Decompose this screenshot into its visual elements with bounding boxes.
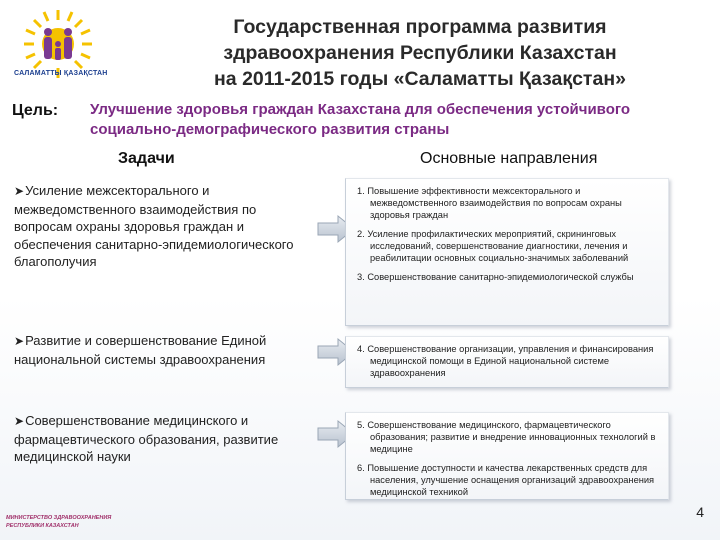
arrow-bullet-icon: ➤ bbox=[14, 334, 25, 348]
direction-item-3: 3. Совершенствование санитарно-эпидемиологической службы bbox=[357, 272, 634, 282]
direction-item-1: 1. Повышение эффективности межсекторального и межведомственного взаимодействия по вопросам охраны здоровья граждан bbox=[357, 186, 622, 220]
goal-label: Цель: bbox=[12, 102, 59, 119]
title-line-1: Государственная программа развития bbox=[233, 16, 607, 38]
tasks-header: Задачи bbox=[118, 150, 175, 167]
footer-line-2: РЕСПУБЛИКИ КАЗАХСТАН bbox=[6, 523, 79, 529]
footer-line-1: МИНИСТЕРСТВО ЗДРАВООХРАНЕНИЯ bbox=[6, 515, 112, 521]
task-text: Развитие и совершенствование Единой национальной системы здравоохранения bbox=[14, 333, 267, 367]
goal-text: Улучшение здоровья граждан Казахстана для обеспечения устойчивого социально-демографического развития страны bbox=[90, 101, 631, 138]
task-text: Совершенствование медицинского и фармацевтического образования, развитие медицинской науки bbox=[14, 413, 279, 464]
direction-item-5: 5. Совершенствование медицинского, фармацевтического образования; развитие и внедрение инновационных технологий в медицине bbox=[357, 420, 656, 454]
arrow-bullet-icon: ➤ bbox=[14, 184, 25, 198]
task-item-3 bbox=[14, 412, 314, 466]
page-title bbox=[160, 14, 680, 92]
directions-box-1 bbox=[345, 178, 669, 326]
direction-item-4: 4. Совершенствование организации, управления и финансирования медицинской помощи в Единой национальной системе здравоохранения bbox=[357, 344, 654, 378]
page-number: 4 bbox=[696, 504, 704, 520]
arrow-bullet-icon: ➤ bbox=[14, 414, 25, 428]
directions-box-3 bbox=[345, 412, 669, 500]
task-text: Усиление межсекторального и межведомственного взаимодействия по вопросам охраны здоровья граждан и обеспечения санитарно-эпидемиологического благополучия bbox=[14, 183, 294, 269]
salamatty-kazakhstan-logo-icon bbox=[8, 6, 108, 92]
direction-item-2: 2. Усиление профилактических мероприятий, скрининговых исследований, совершенствование диагностики, лечения и реабилитации основных социально-значимых заболеваний bbox=[357, 229, 629, 263]
logo-caption: САЛАМАТТЫ ҚАЗАҚСТАН bbox=[14, 70, 108, 77]
title-line-2: здравоохранения Республики Казахстан bbox=[223, 42, 617, 64]
directions-header: Основные направления bbox=[420, 150, 598, 167]
direction-item-6: 6. Повышение доступности и качества лекарственных средств для населения, улучшение оснащения организаций здравоохранения медицинской техникой bbox=[357, 463, 655, 497]
ministry-footer bbox=[6, 514, 111, 530]
task-item-1 bbox=[14, 182, 314, 271]
task-item-2 bbox=[14, 332, 314, 368]
directions-box-2 bbox=[345, 336, 669, 388]
title-line-3: на 2011-2015 годы «Саламатты Қазақстан» bbox=[214, 68, 626, 90]
